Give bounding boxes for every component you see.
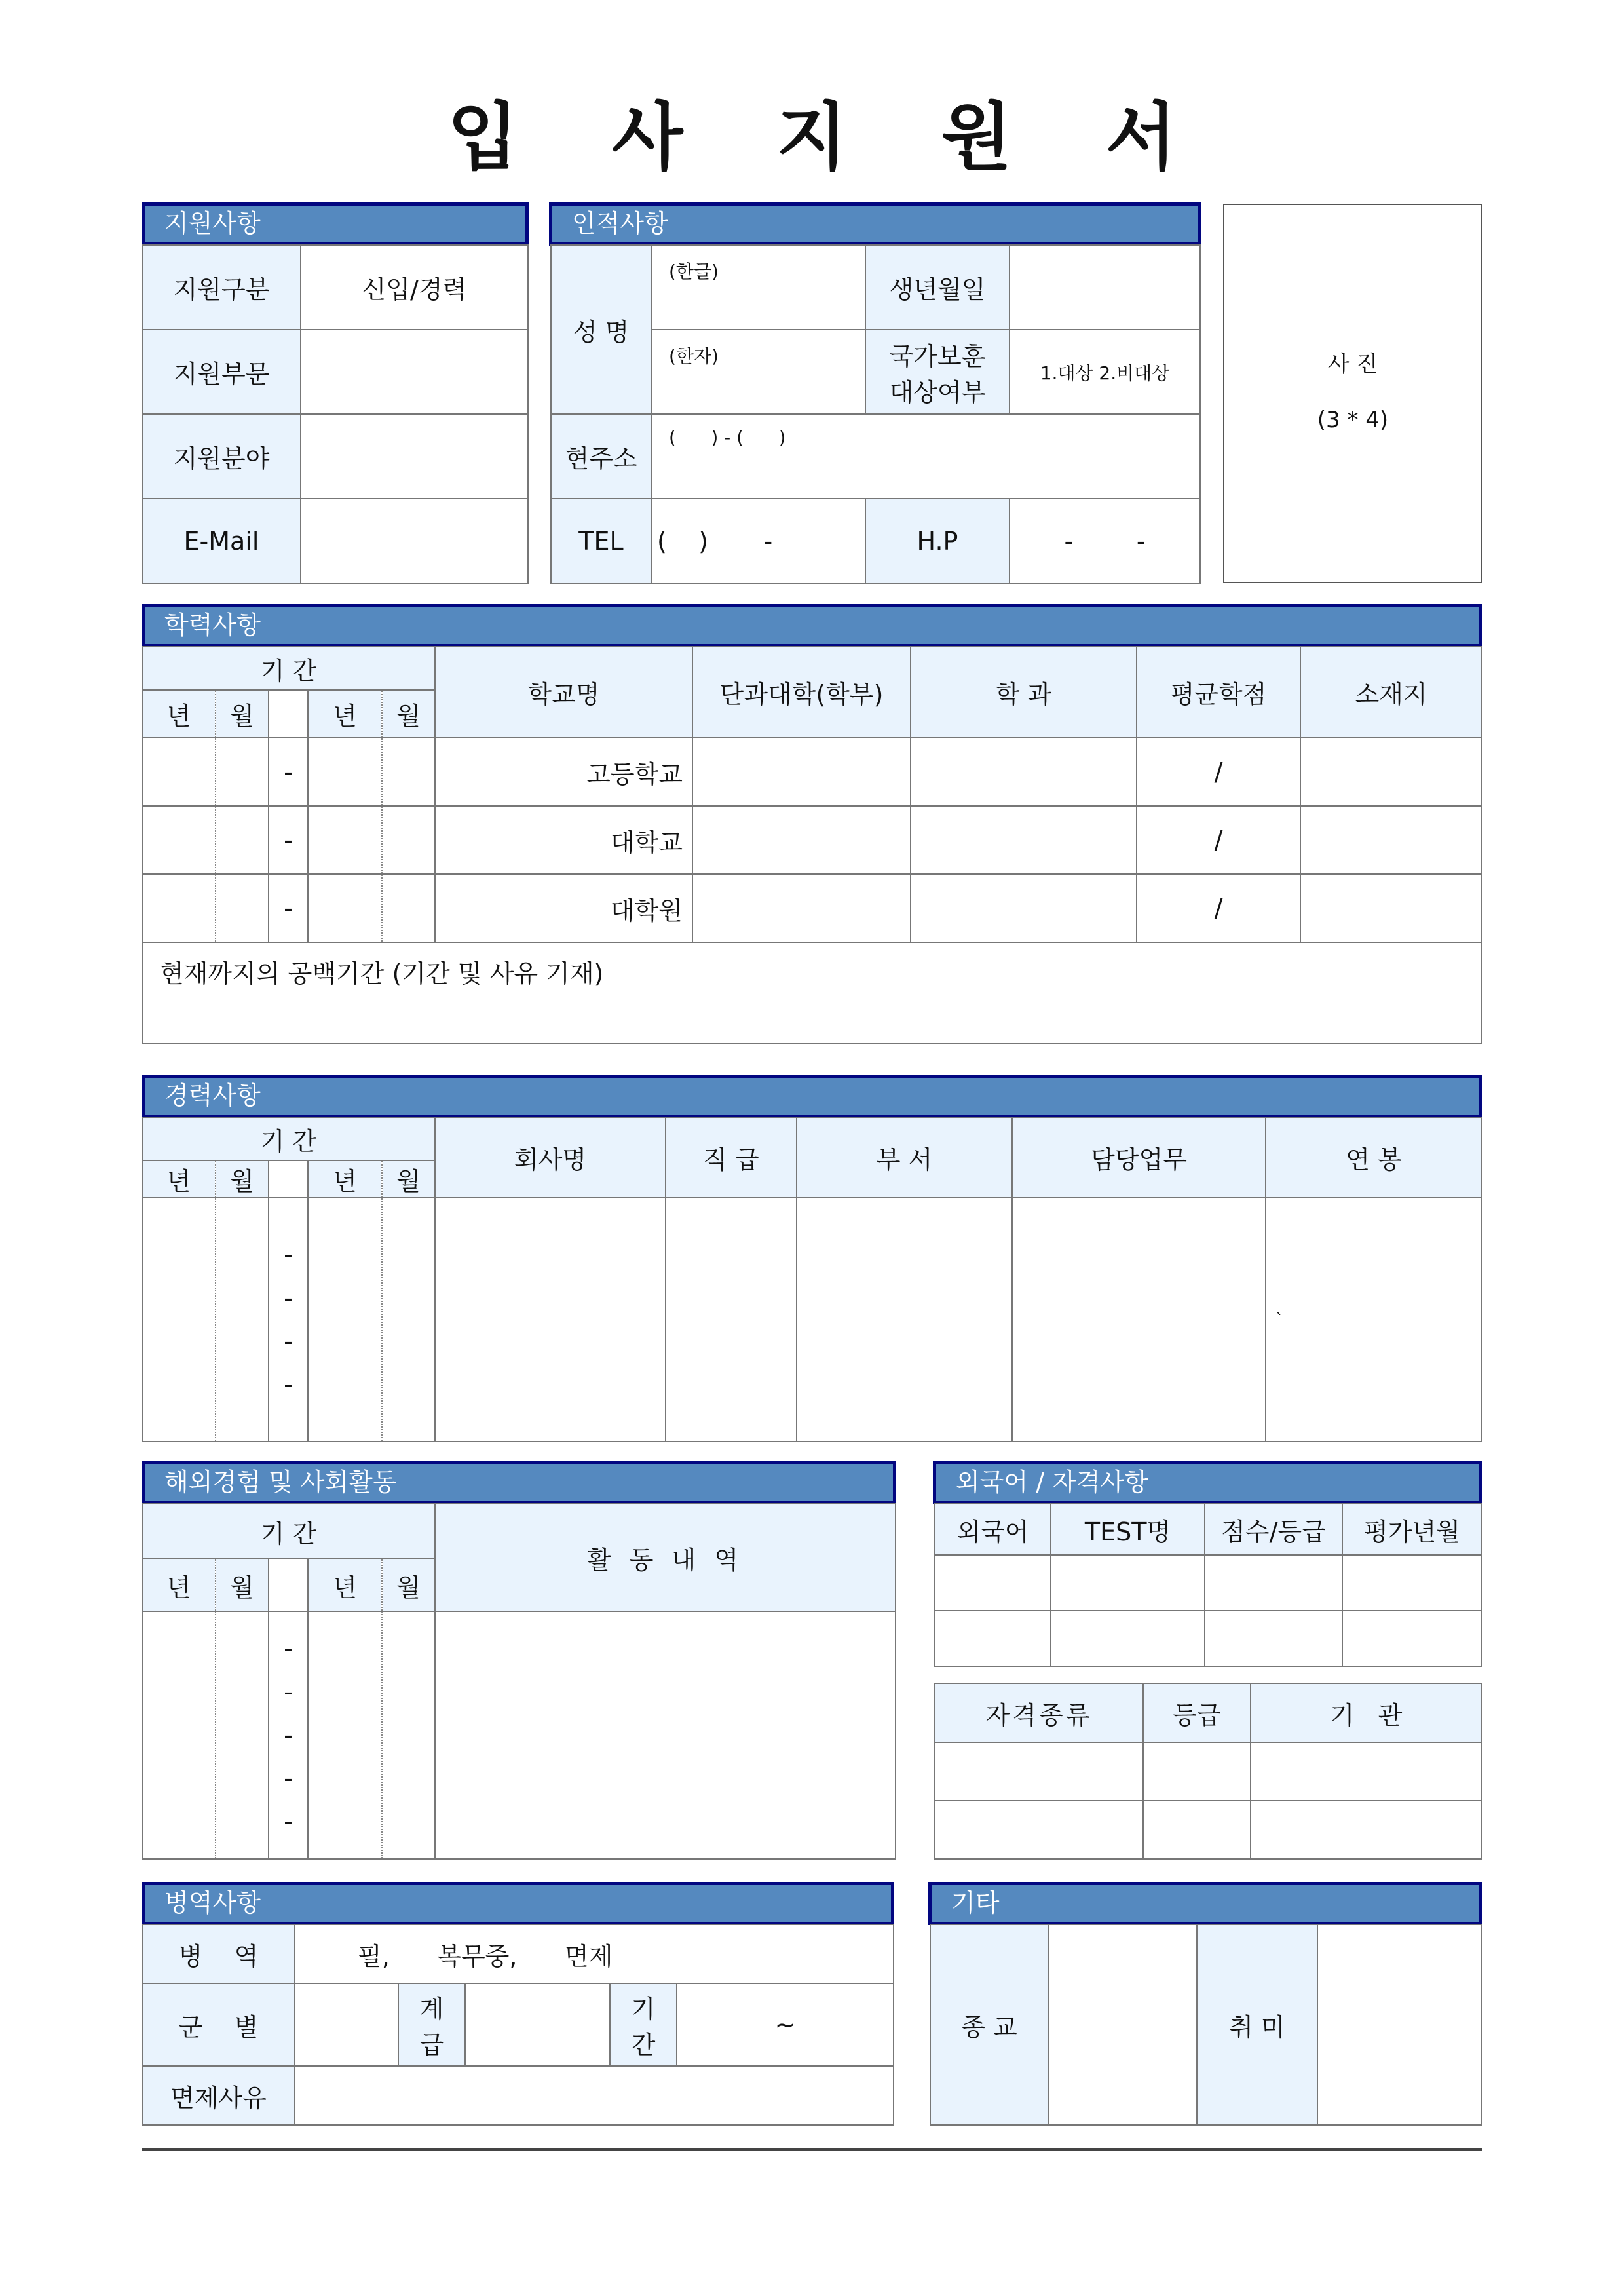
table-row <box>142 874 1482 942</box>
period-dash: - <box>284 1370 293 1399</box>
career-table <box>142 1117 1482 1442</box>
duty-header: 담당업무 <box>1012 1117 1266 1198</box>
education-section-header: 학력사항 <box>142 604 1482 647</box>
location-field[interactable] <box>1300 738 1482 806</box>
languages-section-header: 외국어 / 자격사항 <box>933 1461 1482 1504</box>
apply-field-label: 지원분야 <box>142 414 301 499</box>
apply-division-field[interactable] <box>301 330 528 414</box>
activities-period-label: 기 간 <box>142 1504 435 1559</box>
certificate-grade-header: 등급 <box>1143 1683 1251 1742</box>
apply-division-label: 지원부문 <box>142 330 301 414</box>
personal-table <box>550 244 1201 584</box>
photo-box[interactable] <box>1223 204 1482 583</box>
activity-detail-field[interactable] <box>435 1611 896 1859</box>
apply-field-field[interactable] <box>301 414 528 499</box>
rank-label <box>398 1983 465 2066</box>
period-dash: - <box>284 1634 293 1663</box>
end-year-header: 년 <box>308 1559 382 1611</box>
personal-section-header: 인적사항 <box>549 202 1201 246</box>
period-dash: - <box>284 1677 293 1706</box>
end-year-field[interactable] <box>308 874 382 942</box>
company-field[interactable] <box>435 1198 666 1442</box>
exempt-reason-field[interactable] <box>295 2066 894 2125</box>
college-field[interactable] <box>692 874 911 942</box>
table-row <box>142 1198 1482 1442</box>
location-header: 소재지 <box>1300 647 1482 738</box>
dash-header <box>269 1559 308 1611</box>
period-dash: - <box>284 1240 293 1269</box>
department-header: 부 서 <box>797 1117 1012 1198</box>
name-hanja-field[interactable]: (한자) <box>651 330 865 414</box>
religion-field[interactable] <box>1048 1924 1197 2125</box>
exempt-reason-label: 면제사유 <box>142 2066 295 2125</box>
certificates-table <box>934 1683 1482 1860</box>
period-dash: - <box>284 1327 293 1356</box>
certificate-issuer-field[interactable] <box>1251 1801 1482 1859</box>
school-name-field[interactable]: 고등학교 <box>435 738 692 806</box>
address-field[interactable]: ( ) - ( ) <box>651 414 1200 499</box>
certificate-type-field[interactable] <box>935 1801 1143 1859</box>
language-field[interactable] <box>935 1611 1051 1666</box>
test-date-field[interactable] <box>1342 1555 1482 1611</box>
start-year-field[interactable] <box>142 806 216 874</box>
duty-field[interactable] <box>1012 1198 1266 1442</box>
period-dash: - <box>284 1284 293 1312</box>
rank-label-char: 계 <box>419 1995 444 2023</box>
school-name-header: 학교명 <box>435 647 692 738</box>
start-year-field[interactable] <box>142 874 216 942</box>
certificate-issuer-header: 기 관 <box>1251 1683 1482 1742</box>
rank-label-char: 급 <box>419 2031 444 2059</box>
table-row <box>935 1555 1482 1611</box>
period-dashes <box>269 1198 308 1442</box>
period-dash: - <box>269 874 308 942</box>
gpa-field[interactable]: / <box>1137 806 1300 874</box>
position-header: 직 급 <box>666 1117 797 1198</box>
gpa-header: 평균학점 <box>1137 647 1300 738</box>
start-year-field[interactable] <box>142 1198 216 1442</box>
location-field[interactable] <box>1300 806 1482 874</box>
start-month-field[interactable] <box>216 874 269 942</box>
tel-label: TEL <box>551 499 651 584</box>
birth-field[interactable] <box>1010 245 1200 330</box>
end-month-field[interactable] <box>382 1611 435 1859</box>
page-title: 입 사 지 원 서 <box>447 95 1211 180</box>
end-year-field[interactable] <box>308 1198 382 1442</box>
major-field[interactable] <box>911 738 1137 806</box>
end-year-field[interactable] <box>308 1611 382 1859</box>
hobby-label: 취 미 <box>1197 1924 1317 2125</box>
college-field[interactable] <box>692 806 911 874</box>
position-field[interactable] <box>666 1198 797 1442</box>
start-year-header: 년 <box>142 690 216 738</box>
start-month-field[interactable] <box>216 1611 269 1859</box>
table-row <box>142 806 1482 874</box>
start-month-field[interactable] <box>216 1198 269 1442</box>
activities-table <box>142 1503 896 1860</box>
start-year-header: 년 <box>142 1559 216 1611</box>
test-name-field[interactable] <box>1051 1611 1205 1666</box>
veteran-label-line2: 대상여부 <box>889 377 986 407</box>
college-field[interactable] <box>692 738 911 806</box>
table-row <box>142 1611 896 1859</box>
dash-header <box>269 1160 308 1198</box>
start-year-field[interactable] <box>142 1611 216 1859</box>
gpa-field[interactable]: / <box>1137 874 1300 942</box>
veteran-field[interactable]: 1.대상 2.비대상 <box>1010 330 1200 414</box>
language-field[interactable] <box>935 1555 1051 1611</box>
career-period-label: 기 간 <box>142 1117 435 1160</box>
major-field[interactable] <box>911 874 1137 942</box>
footer-divider <box>142 2148 1482 2151</box>
start-year-field[interactable] <box>142 738 216 806</box>
hp-label: H.P <box>865 499 1010 584</box>
email-label: E-Mail <box>142 499 301 584</box>
hp-field[interactable]: - - <box>1010 499 1200 584</box>
application-section-header: 지원사항 <box>142 202 529 246</box>
hobby-field[interactable] <box>1317 1924 1482 2125</box>
end-month-field[interactable] <box>382 806 435 874</box>
service-options[interactable]: 필, 복무중, 면제 <box>295 1924 894 1983</box>
address-label: 현주소 <box>551 414 651 499</box>
score-field[interactable] <box>1205 1611 1342 1666</box>
major-header: 학 과 <box>911 647 1137 738</box>
start-year-header: 년 <box>142 1160 216 1198</box>
test-date-header: 평가년월 <box>1342 1504 1482 1555</box>
period-dash: - <box>284 1721 293 1750</box>
religion-label: 종 교 <box>930 1924 1048 2125</box>
activities-section-header: 해외경험 및 사회활동 <box>142 1461 896 1504</box>
career-section-header: 경력사항 <box>142 1075 1482 1118</box>
education-period-label: 기 간 <box>142 647 435 690</box>
period-label-char: 기 <box>631 1995 656 2023</box>
language-header: 외국어 <box>935 1504 1051 1555</box>
military-section-header: 병역사항 <box>142 1882 894 1925</box>
service-period-field[interactable]: ~ <box>677 1983 894 2066</box>
certificate-issuer-field[interactable] <box>1251 1742 1482 1801</box>
department-field[interactable] <box>797 1198 1012 1442</box>
service-period-label <box>610 1983 677 2066</box>
company-header: 회사명 <box>435 1117 666 1198</box>
period-dashes <box>269 1611 308 1859</box>
apply-type-field[interactable]: 신입/경력 <box>301 245 528 330</box>
dash-header <box>269 690 308 738</box>
start-month-header: 월 <box>216 690 269 738</box>
end-year-header: 년 <box>308 1160 382 1198</box>
name-label: 성 명 <box>551 245 651 414</box>
photo-label: 사 진 <box>1327 351 1378 377</box>
apply-type-label: 지원구분 <box>142 245 301 330</box>
veteran-label <box>865 330 1010 414</box>
start-month-header: 월 <box>216 1160 269 1198</box>
activity-detail-header: 활 동 내 역 <box>435 1504 896 1611</box>
salary-field[interactable]: ` <box>1266 1198 1482 1442</box>
period-dash: - <box>269 806 308 874</box>
branch-field[interactable] <box>295 1983 398 2066</box>
period-dash: - <box>269 738 308 806</box>
end-year-header: 년 <box>308 690 382 738</box>
college-header: 단과대학(학부) <box>692 647 911 738</box>
misc-table <box>930 1924 1482 2126</box>
test-name-header: TEST명 <box>1051 1504 1205 1555</box>
school-name-field[interactable]: 대학원 <box>435 874 692 942</box>
table-row <box>935 1801 1482 1859</box>
end-year-field[interactable] <box>308 806 382 874</box>
start-month-field[interactable] <box>216 738 269 806</box>
languages-table <box>934 1503 1482 1667</box>
end-year-field[interactable] <box>308 738 382 806</box>
misc-section-header: 기타 <box>928 1882 1482 1925</box>
table-row <box>142 738 1482 806</box>
score-field[interactable] <box>1205 1555 1342 1611</box>
certificate-type-field[interactable] <box>935 1742 1143 1801</box>
service-label: 병 역 <box>142 1924 295 1983</box>
test-date-field[interactable] <box>1342 1611 1482 1666</box>
military-table <box>142 1924 894 2126</box>
certificate-type-header: 자격종류 <box>935 1683 1143 1742</box>
salary-header: 연 봉 <box>1266 1117 1482 1198</box>
table-row <box>935 1611 1482 1666</box>
photo-size-label: (3 * 4) <box>1317 407 1389 433</box>
branch-label: 군 별 <box>142 1983 295 2066</box>
period-dash: - <box>284 1764 293 1793</box>
name-korean-field[interactable]: (한글) <box>651 245 865 330</box>
birth-label: 생년월일 <box>865 245 1010 330</box>
education-table <box>142 646 1482 1044</box>
school-name-field[interactable]: 대학교 <box>435 806 692 874</box>
certificate-grade-field[interactable] <box>1143 1742 1251 1801</box>
application-table <box>142 244 529 584</box>
end-month-header: 월 <box>382 1160 435 1198</box>
end-month-field[interactable] <box>382 1198 435 1442</box>
certificate-grade-field[interactable] <box>1143 1801 1251 1859</box>
major-field[interactable] <box>911 806 1137 874</box>
end-month-header: 월 <box>382 1559 435 1611</box>
end-month-field[interactable] <box>382 738 435 806</box>
email-field[interactable] <box>301 499 528 584</box>
start-month-header: 월 <box>216 1559 269 1611</box>
period-label-char: 간 <box>631 2031 656 2059</box>
location-field[interactable] <box>1300 874 1482 942</box>
start-month-field[interactable] <box>216 806 269 874</box>
period-dash: - <box>284 1807 293 1836</box>
test-name-field[interactable] <box>1051 1555 1205 1611</box>
rank-field[interactable] <box>465 1983 610 2066</box>
tel-field[interactable]: ( ) - <box>651 499 865 584</box>
table-row <box>935 1742 1482 1801</box>
veteran-label-line1: 국가보훈 <box>889 341 986 371</box>
end-month-header: 월 <box>382 690 435 738</box>
gap-period-field[interactable]: 현재까지의 공백기간 (기간 및 사유 기재) <box>142 942 1482 1044</box>
gpa-field[interactable]: / <box>1137 738 1300 806</box>
score-header: 점수/등급 <box>1205 1504 1342 1555</box>
end-month-field[interactable] <box>382 874 435 942</box>
